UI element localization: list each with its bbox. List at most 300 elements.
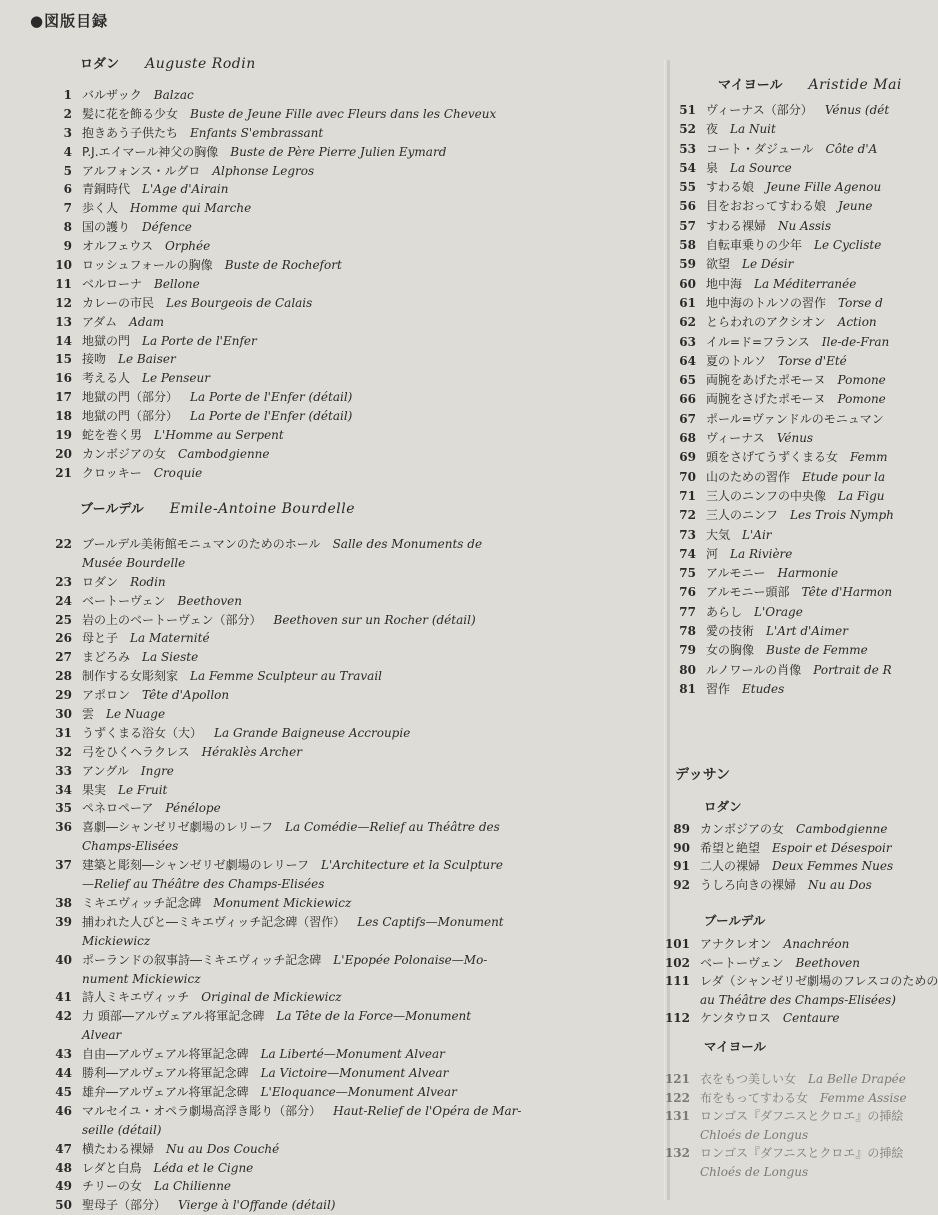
plate-entry — [55, 1007, 597, 1045]
title-japanese: イル=ド=フランス — [706, 334, 810, 349]
plate-number: 48 — [55, 1160, 72, 1175]
plate-number: 17 — [55, 390, 72, 405]
title-japanese: アナクレオン — [700, 937, 772, 951]
artist-heading-bourdelle — [80, 498, 355, 517]
plate-number: 102 — [664, 955, 690, 970]
plate-entry — [55, 781, 597, 800]
title-french: Côte d'A — [825, 141, 878, 156]
plate-entry — [55, 313, 496, 332]
title-french: Nu au Dos Couché — [166, 1141, 280, 1156]
plate-number: 59 — [679, 257, 696, 272]
plate-entry — [55, 1177, 597, 1196]
title-french: Original de Mickiewicz — [201, 990, 342, 1005]
title-french: La Sieste — [142, 650, 199, 665]
title-japanese: 布をもってすわる女 — [700, 1090, 809, 1105]
title-french: Buste de Femme — [766, 643, 868, 658]
title-japanese: ケンタウロス — [700, 1011, 771, 1025]
title-japanese: ブールデル美術館モニュマンのためのホール — [82, 537, 321, 551]
plate-entry — [55, 426, 496, 445]
plate-entry — [55, 294, 496, 313]
title-french: Vierge à l'Offande (détail) — [178, 1198, 336, 1213]
title-japanese: アングル — [82, 763, 129, 778]
plate-number: 42 — [55, 1009, 72, 1024]
title-french: La Liberté—Monument Alvear — [260, 1047, 445, 1062]
title-french: Etudes — [742, 681, 785, 696]
title-french: L'Eloquance—Monument Alvear — [260, 1084, 457, 1099]
plate-number: 67 — [679, 411, 696, 426]
page-title: ●図版目録 — [30, 12, 109, 30]
title-french: Vénus — [776, 431, 814, 446]
title-japanese: 髪に花を飾る少女 — [82, 106, 179, 121]
title-japanese: ロンゴス『ダフニスとクロエ』の挿絵 — [700, 1146, 904, 1160]
title-french: Pénélope — [165, 801, 221, 816]
title-french-continued: au Théâtre des Champs-Elisées) — [700, 992, 896, 1007]
title-french: Alphonse Legros — [212, 163, 315, 178]
title-japanese: 希望と絶望 — [700, 840, 761, 855]
title-japanese: 地獄の門（部分） — [82, 390, 179, 405]
title-french: La Victoire—Monument Alvear — [260, 1066, 449, 1081]
title-japanese: 三人のニンフの中央像 — [706, 488, 827, 503]
plate-entry — [679, 506, 894, 525]
plate-number: 40 — [55, 952, 72, 967]
plate-entry — [679, 429, 894, 448]
page-fold-highlight — [664, 60, 665, 1200]
plate-number: 49 — [55, 1179, 72, 1194]
title-japanese: とらわれのアクシオン — [706, 315, 826, 330]
plate-entry — [664, 1107, 907, 1144]
plate-entry — [679, 448, 894, 467]
title-french: Espoir et Désespoir — [772, 840, 892, 855]
title-french: Beethoven — [795, 955, 860, 970]
plate-number: 51 — [679, 103, 696, 117]
title-french: La Figu — [838, 488, 885, 503]
title-japanese: 横たわる裸婦 — [82, 1141, 155, 1156]
artist-name-latin: Aristide Mai — [808, 77, 902, 93]
title-french: La Porte de l'Enfer — [142, 333, 257, 348]
title-french: Le Désir — [742, 257, 794, 272]
plate-number: 101 — [664, 937, 690, 951]
plate-list-rodin — [55, 86, 497, 483]
title-french: La Méditerranée — [754, 276, 857, 291]
title-french: La Tête de la Force—Monument — [276, 1009, 472, 1024]
title-french-continued: —Relief au Théâtre des Champs-Elisées — [82, 877, 325, 892]
plate-number: 60 — [679, 276, 696, 291]
plate-number: 121 — [664, 1072, 690, 1086]
title-french: Pomone — [837, 373, 886, 388]
title-japanese: 聖母子（部分） — [82, 1198, 167, 1213]
plate-entry — [679, 178, 894, 197]
plate-number: 6 — [63, 182, 72, 197]
plate-entry — [679, 661, 894, 680]
plate-entry — [55, 988, 597, 1007]
plate-number: 22 — [55, 537, 72, 551]
title-french: Le Cycliste — [814, 238, 882, 253]
plate-number: 112 — [664, 1011, 690, 1025]
title-french: Le Baiser — [118, 352, 176, 367]
plate-number: 52 — [679, 122, 696, 137]
title-japanese: 目をおおってすわる娘 — [706, 199, 827, 214]
title-japanese: 二人の裸婦 — [700, 859, 761, 873]
title-french: Buste de Père Pierre Julien Eymard — [230, 144, 447, 159]
plate-entry — [679, 159, 894, 178]
title-french: L'Air — [742, 527, 772, 542]
title-japanese: P.J.エイマール神父の胸像 — [82, 144, 219, 159]
title-japanese: 山のための習作 — [706, 469, 791, 484]
title-french: La Source — [730, 160, 792, 175]
plate-number: 45 — [55, 1084, 72, 1099]
plate-number: 13 — [55, 314, 72, 329]
title-japanese: 三人のニンフ — [706, 508, 779, 523]
plate-number: 72 — [679, 508, 696, 523]
plate-number: 5 — [63, 163, 72, 178]
title-japanese: 岩の上のベートーヴェン（部分） — [82, 612, 262, 627]
title-french-continued: Mickiewicz — [82, 933, 151, 948]
title-french: Deux Femmes Nues — [772, 859, 894, 873]
plate-number: 76 — [679, 585, 696, 600]
title-japanese: カレーの市民 — [82, 295, 155, 310]
plate-entry — [679, 313, 894, 332]
title-japanese: 習作 — [706, 681, 731, 696]
title-japanese: 捕われた人びと―ミキエヴィッチ記念碑（習作） — [82, 914, 346, 929]
title-french: La Comédie—Relief au Théâtre des — [285, 820, 500, 835]
title-french: L'Age d'Airain — [142, 182, 229, 197]
title-french: Jeune — [838, 199, 873, 214]
title-french: Beethoven sur un Rocher (détail) — [273, 612, 476, 627]
plate-number: 132 — [664, 1146, 690, 1160]
plate-number: 50 — [55, 1198, 72, 1213]
plate-number: 90 — [673, 840, 690, 855]
plate-number: 122 — [664, 1090, 690, 1105]
title-japanese: 自転車乗りの少年 — [706, 238, 803, 253]
title-french: L'Architecture et la Sculpture — [321, 858, 503, 873]
title-french: Action — [837, 315, 877, 330]
title-french: Anachréon — [783, 937, 850, 951]
title-french: L'Epopée Polonaise—Mo- — [333, 952, 488, 967]
title-french-continued: seille (détail) — [82, 1122, 162, 1137]
artist-name-jp: ロダン — [80, 57, 120, 72]
plate-number: 65 — [679, 373, 696, 388]
title-japanese: アダム — [82, 314, 118, 329]
title-french: Tête d'Apollon — [142, 688, 230, 703]
plate-entry — [55, 535, 597, 573]
title-japanese: ロッシュフォールの胸像 — [82, 258, 213, 273]
title-french: Centaure — [782, 1011, 840, 1025]
plate-entry — [55, 1102, 597, 1140]
title-french: Torse d'Eté — [778, 353, 847, 368]
plate-entry — [55, 818, 597, 856]
plate-number: 28 — [55, 669, 72, 684]
plate-number: 63 — [679, 334, 696, 349]
plate-number: 21 — [55, 465, 72, 480]
plate-entry — [679, 255, 894, 274]
title-french: Ingre — [140, 763, 174, 778]
plate-number: 35 — [55, 801, 72, 816]
plate-entry — [679, 120, 894, 139]
plate-number: 56 — [679, 199, 696, 214]
plate-number: 4 — [63, 144, 72, 159]
title-french: Le Nuage — [106, 707, 166, 722]
title-french: La Maternité — [130, 631, 210, 646]
title-french: Le Penseur — [142, 371, 210, 386]
title-japanese: オルフェウス — [82, 239, 154, 254]
plate-list-bourdelle — [55, 535, 597, 1215]
plate-entry — [55, 1140, 597, 1159]
plate-number: 77 — [679, 604, 696, 619]
plate-entry — [679, 603, 894, 622]
title-japanese: 勝利―アルヴェアル将軍記念碑 — [82, 1066, 249, 1081]
title-japanese: 夜 — [706, 122, 719, 137]
plate-entry — [55, 388, 496, 407]
title-japanese: 建築と彫刻―シャンゼリゼ劇場のレリーフ — [82, 858, 310, 873]
plate-entry — [679, 545, 894, 564]
title-french: Etude pour la — [802, 469, 886, 484]
plate-entry — [55, 369, 496, 388]
plate-entry — [679, 622, 894, 641]
title-japanese: 夏のトルソ — [706, 353, 767, 368]
title-french: Jeune Fille Agenou — [766, 180, 882, 195]
plate-number: 14 — [55, 333, 72, 348]
plate-entry — [664, 1070, 907, 1089]
plate-entry — [55, 667, 597, 686]
title-french: Vénus (dét — [824, 103, 890, 117]
title-japanese: 抱きあう子供たち — [82, 125, 179, 140]
title-japanese: クロッキー — [82, 465, 142, 480]
plate-number: 69 — [679, 450, 696, 465]
section-heading-dessin: デッサン — [675, 767, 731, 783]
title-french: Cambodgienne — [178, 446, 270, 461]
plate-number: 7 — [63, 201, 72, 216]
plate-entry — [55, 464, 496, 483]
plate-entry — [673, 876, 893, 895]
title-french: Buste de Rochefort — [224, 258, 342, 273]
title-french: Monument Mickiewicz — [213, 895, 352, 910]
title-japanese: 果実 — [82, 782, 107, 797]
plate-entry — [673, 839, 893, 858]
title-japanese: 制作する女彫刻家 — [82, 669, 179, 684]
title-french-continued: Alvear — [82, 1028, 122, 1043]
title-french: La Rivière — [730, 546, 793, 561]
plate-entry — [55, 256, 496, 275]
title-french: Enfants S'embrassant — [190, 125, 324, 140]
plate-number: 91 — [673, 859, 690, 873]
title-japanese: ミキエヴィッチ記念碑 — [82, 895, 202, 910]
plate-entry — [673, 820, 893, 839]
artist-heading-maillol — [718, 74, 902, 93]
title-japanese: 詩人ミキエヴィッチ — [82, 990, 190, 1005]
title-japanese: 弓をひくヘラクレス — [82, 744, 190, 759]
plate-number: 29 — [55, 688, 72, 703]
title-japanese: 衣をもつ美しい女 — [700, 1072, 797, 1086]
artist-name-latin: Auguste Rodin — [145, 56, 256, 72]
title-french: Buste de Jeune Fille avec Fleurs dans les Cheveux — [190, 106, 497, 121]
plate-number: 57 — [679, 218, 696, 233]
plate-entry — [679, 526, 894, 545]
plate-number: 23 — [55, 574, 72, 589]
title-french: La Porte de l'Enfer (détail) — [190, 409, 353, 424]
plate-number: 32 — [55, 744, 72, 759]
title-french: La Belle Drapée — [808, 1072, 906, 1086]
title-japanese: ロンゴス『ダフニスとクロエ』の挿絵 — [700, 1109, 904, 1123]
title-japanese: 自由―アルヴェアル将軍記念碑 — [82, 1047, 249, 1062]
title-french: Les Bourgeois de Calais — [166, 295, 313, 310]
plate-number: 54 — [679, 160, 696, 175]
plate-number: 64 — [679, 353, 696, 368]
plate-number: 38 — [55, 895, 72, 910]
plate-entry — [679, 564, 894, 583]
title-japanese: アルモニー頭部 — [706, 585, 790, 600]
plate-number: 12 — [55, 295, 72, 310]
plate-number: 9 — [63, 239, 72, 254]
title-japanese: 喜劇―シャンゼリゼ劇場のレリーフ — [82, 820, 274, 835]
title-japanese: 蛇を巻く男 — [82, 428, 143, 443]
plate-number: 37 — [55, 858, 72, 873]
plate-entry — [679, 333, 894, 352]
plate-number: 78 — [679, 624, 696, 639]
title-french: La Nuit — [730, 122, 776, 137]
plate-number: 75 — [679, 566, 696, 581]
plate-entry — [55, 1159, 597, 1178]
plate-entry — [55, 951, 597, 989]
title-french: Les Captifs—Monument — [357, 914, 504, 929]
artist-heading-rodin — [80, 53, 256, 72]
plate-number: 73 — [679, 527, 696, 542]
plate-entry — [664, 935, 938, 954]
title-japanese: ペネロペーア — [82, 801, 154, 816]
plate-entry — [664, 1089, 907, 1108]
title-french: Salle des Monuments de — [332, 537, 483, 551]
dessin-heading-rodin: ロダン — [704, 799, 742, 814]
title-japanese: アポロン — [82, 688, 131, 703]
plate-entry — [679, 275, 894, 294]
plate-entry — [55, 445, 496, 464]
title-french: Haut-Relief de l'Opéra de Mar- — [333, 1103, 522, 1118]
plate-number: 20 — [55, 446, 72, 461]
plate-number: 11 — [55, 276, 72, 291]
title-japanese: 女の胸像 — [706, 643, 755, 658]
plate-number: 34 — [55, 782, 72, 797]
title-french: Nu au Dos — [808, 877, 872, 892]
plate-entry — [679, 294, 894, 313]
plate-entry — [63, 105, 497, 124]
title-french: Orphée — [165, 239, 211, 254]
title-japanese: ポーランドの叙事詩―ミキエヴィッチ記念碑 — [82, 952, 322, 967]
title-french: Héraklès Archer — [201, 744, 302, 759]
plate-number: 53 — [679, 141, 696, 156]
plate-number: 80 — [679, 662, 696, 677]
plate-entry — [63, 199, 496, 218]
plate-entry — [55, 686, 597, 705]
title-japanese: 国の護り — [82, 220, 131, 235]
plate-number: 43 — [55, 1047, 72, 1062]
plate-number: 33 — [55, 763, 72, 778]
plate-number: 31 — [55, 725, 72, 740]
plate-number: 16 — [55, 371, 72, 386]
title-french: Bellone — [154, 276, 200, 291]
title-french: Pomone — [837, 392, 886, 407]
plate-entry — [63, 86, 496, 105]
plate-number: 71 — [679, 488, 696, 503]
plate-entry — [55, 894, 597, 913]
title-japanese: すわる裸婦 — [706, 218, 767, 233]
title-japanese: すわる娘 — [706, 180, 755, 195]
title-french: Balzac — [153, 88, 194, 102]
title-japanese: 接吻 — [82, 352, 107, 367]
plate-number: 74 — [679, 546, 696, 561]
title-japanese: 泉 — [706, 160, 719, 175]
title-french: Rodin — [130, 574, 166, 589]
plate-entry — [673, 857, 894, 876]
plate-entry — [55, 1045, 597, 1064]
plate-entry — [55, 913, 597, 951]
plate-entry — [679, 236, 894, 255]
plate-number: 47 — [55, 1141, 72, 1156]
plate-entry — [55, 407, 496, 426]
plate-number: 66 — [679, 392, 696, 407]
title-french: L'Orage — [754, 604, 803, 619]
title-french: Homme qui Marche — [130, 201, 252, 216]
title-japanese: 地獄の門 — [82, 333, 131, 348]
artist-name-latin: Emile-Antoine Bourdelle — [169, 501, 355, 517]
plate-number: 131 — [664, 1109, 690, 1123]
title-japanese: ヴィーナス — [706, 431, 765, 446]
dessin-list-bourdelle — [664, 935, 938, 1028]
plate-number: 61 — [679, 295, 696, 310]
title-french: Beethoven — [177, 593, 242, 608]
plate-number: 3 — [63, 125, 72, 140]
title-japanese: 雄弁―アルヴェアル将軍記念碑 — [82, 1084, 249, 1099]
title-japanese: アルモニー — [706, 566, 766, 581]
dessin-heading-bourdelle: ブールデル — [704, 913, 766, 928]
plate-entry — [55, 332, 496, 351]
title-japanese: うしろ向きの裸婦 — [700, 877, 797, 892]
plate-entry — [55, 350, 496, 369]
title-japanese: マルセイユ・オペラ劇場高浮き彫り（部分） — [82, 1103, 322, 1118]
title-french: Nu Assis — [778, 218, 832, 233]
plate-number: 2 — [63, 106, 72, 121]
title-french: Ile-de-Fran — [821, 334, 890, 349]
title-french: Croquie — [153, 465, 203, 480]
plate-number: 15 — [55, 352, 72, 367]
title-french: L'Art d'Aimer — [766, 624, 849, 639]
plate-number: 68 — [679, 431, 696, 446]
title-japanese: カンボジアの女 — [82, 446, 167, 461]
title-japanese: ベートーヴェン — [700, 955, 784, 970]
plate-entry — [679, 487, 894, 506]
plate-entry — [55, 743, 597, 762]
title-french: Portrait de R — [813, 662, 892, 677]
dessin-heading-maillol: マイヨール — [704, 1039, 767, 1054]
title-japanese: まどろみ — [82, 650, 131, 665]
plate-entry — [55, 762, 597, 781]
title-french: Torse d — [838, 295, 883, 310]
title-french: La Chilienne — [154, 1179, 232, 1194]
title-japanese: 地中海 — [706, 276, 743, 291]
plate-entry — [664, 954, 938, 973]
title-japanese: ロダン — [82, 574, 119, 589]
plate-entry — [679, 217, 894, 236]
title-french: La Grande Baigneuse Accroupie — [214, 725, 411, 740]
plate-number: 55 — [679, 180, 696, 195]
title-french: Femme Assise — [820, 1090, 907, 1105]
title-japanese: 力 頭部―アルヴェアル将軍記念碑 — [82, 1009, 265, 1024]
title-french-continued: Champs-Elisées — [82, 839, 179, 854]
plate-entry — [679, 468, 894, 487]
title-japanese: チリーの女 — [82, 1179, 143, 1194]
plate-entry — [63, 180, 496, 199]
plate-number: 24 — [55, 593, 72, 608]
plate-number: 81 — [679, 681, 696, 696]
page-fold — [667, 60, 670, 1200]
